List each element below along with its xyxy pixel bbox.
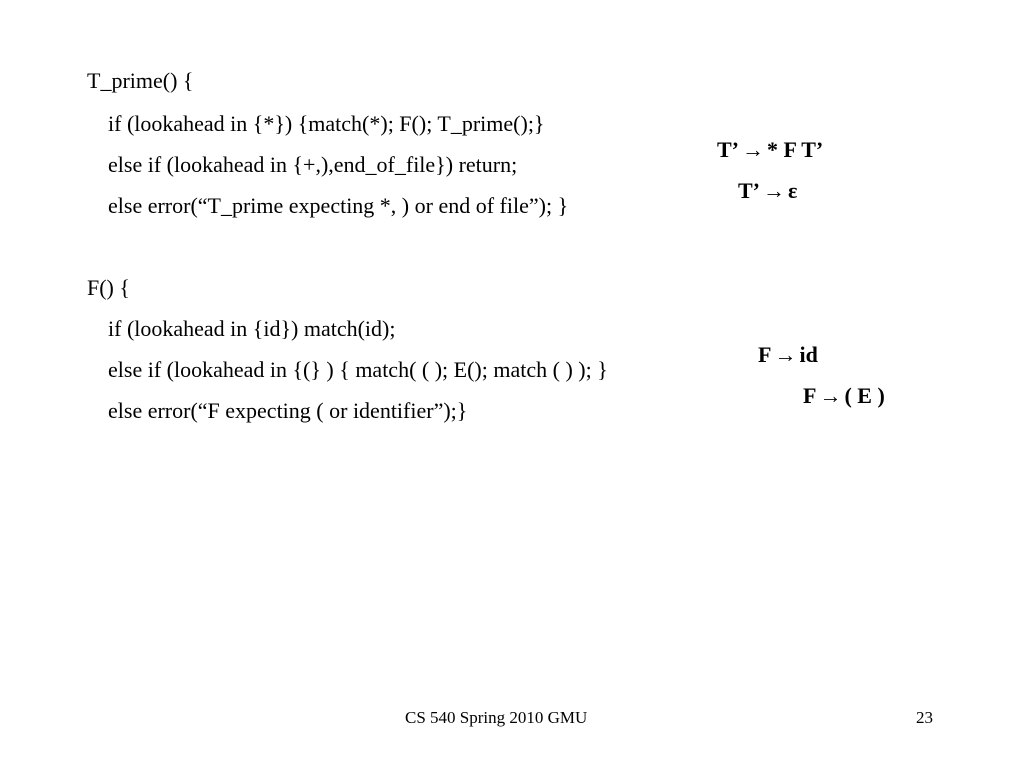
arrow-icon: → <box>774 342 797 367</box>
footer-page-number: 23 <box>916 708 933 727</box>
footer-course: CS 540 Spring 2010 GMU <box>405 708 588 727</box>
rule-lhs: F <box>758 342 772 367</box>
code-line <box>87 68 194 146</box>
code-text: else if (lookahead in {(} ) { match( ( ); E(); match ( ) ); } <box>108 357 608 382</box>
arrow-icon: → <box>763 178 785 203</box>
code-text: F() { <box>87 275 130 300</box>
code-line <box>108 193 569 271</box>
code-text: else error(“T_prime expecting *, ) or end of file”); } <box>108 193 569 218</box>
code-text: if (lookahead in {id}) match(id); <box>108 316 396 341</box>
code-text: else if (lookahead in {+,),end_of_file}) return; <box>108 152 518 177</box>
code-text: if (lookahead in {*}) {match(*); F(); T_prime();} <box>108 111 545 136</box>
code-text: else error(“F expecting ( or identifier”);} <box>108 398 468 423</box>
rule-rhs: * F T’ <box>767 137 824 162</box>
rule-rhs: ε <box>788 178 798 203</box>
code-text: T_prime() { <box>87 68 194 93</box>
rule-lhs: T’ <box>738 178 760 203</box>
rule-lhs: F <box>803 383 817 408</box>
code-line <box>108 398 468 476</box>
rule-rhs: ( E ) <box>844 383 885 408</box>
grammar-rule <box>781 357 885 435</box>
rule-lhs: T’ <box>717 137 739 162</box>
arrow-icon: → <box>742 137 764 162</box>
grammar-rule <box>716 152 797 230</box>
code-line <box>87 275 130 353</box>
arrow-icon: → <box>819 383 842 408</box>
rule-rhs: id <box>799 342 818 367</box>
